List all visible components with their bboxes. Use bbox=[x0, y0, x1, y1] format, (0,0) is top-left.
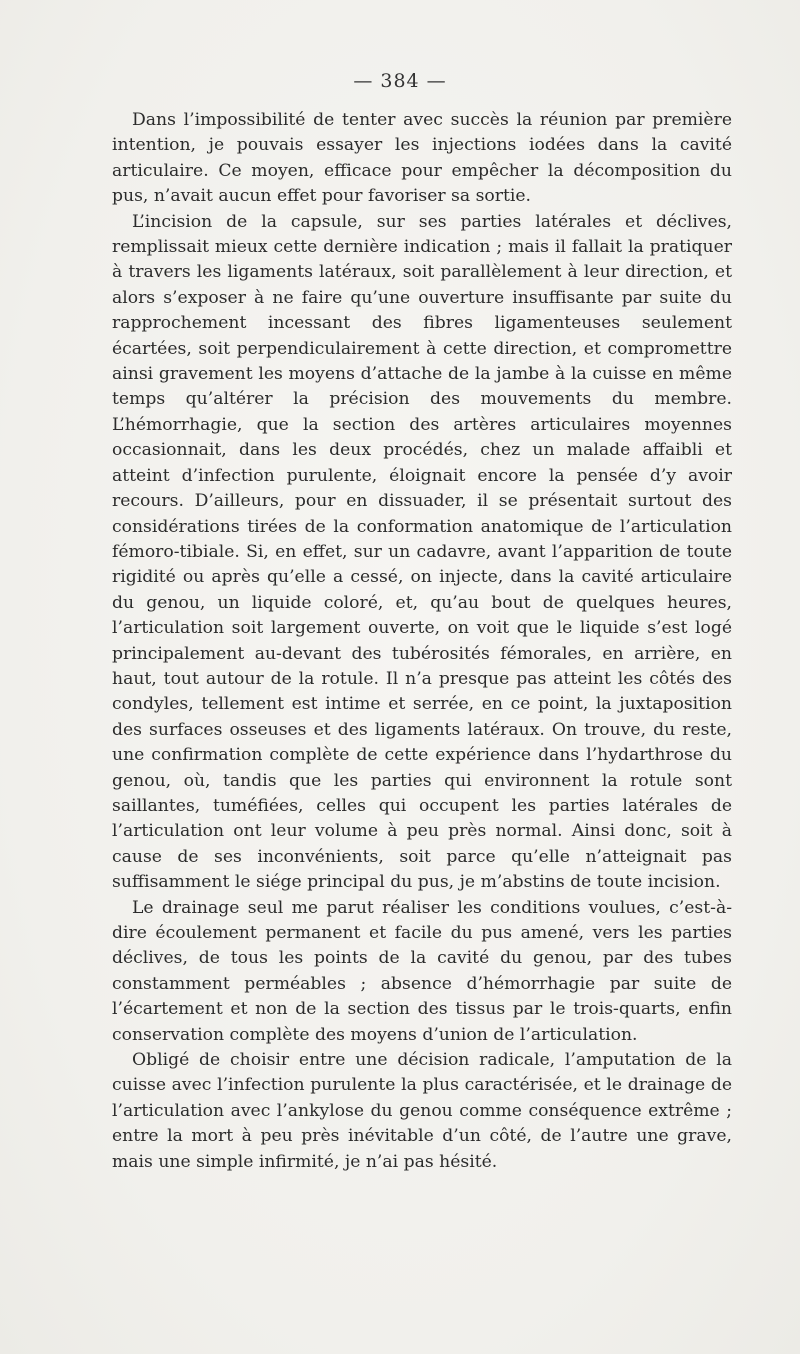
paragraph-4: Obligé de choisir entre une décision radicale, l’amputation de la cuisse avec l’infection purulente la plus caractérisée, et le drainage de l’articulation avec l’ankylose du genou comme conséquence extrême ; entre la mort à peu près inévitable d’un côté, de l’autre une grave, mais une simple infirmité, je n’ai pas hésité. bbox=[112, 1050, 732, 1172]
page-number: — 384 — bbox=[353, 70, 447, 92]
paragraph-1: Dans l’impossibilité de tenter avec succès la réunion par première intention, je pouvais essayer les injections iodées dans la cavité articulaire. Ce moyen, efficace pour empêcher la décomposition du pus, n’avait aucun effet pour favoriser sa sortie. bbox=[112, 110, 732, 207]
body-text bbox=[112, 108, 732, 1175]
paragraph-3: Le drainage seul me parut réaliser les conditions voulues, c’est-à-dire écoulement permanent et facile du pus amené, vers les parties déclives, de tous les points de la cavité du genou, par des tubes constamment perméables ; absence d’hémorrhagie par suite de l’écartement et non de la section des tissus par le trois-quarts, enfin conservation complète des moyens d’union de l’articulation. bbox=[112, 897, 732, 1045]
paragraph-2: L’incision de la capsule, sur ses parties latérales et déclives, remplissait mieux cette dernière indication ; mais il fallait la pratiquer à travers les ligaments latéraux, soit parallèlement à leur direction, et alors s’exposer à ne faire qu’une ouverture insuffisante par suite du rapprochement incessant des fibres ligamenteuses seulement écartées, soit perpendiculairement à cette direction, et compromettre ainsi gravement les moyens d’attache de la jambe à la cuisse en même temps qu’altérer la précision des mouvements du membre. L’hémorrhagie, que la section des artères articulaires moyennes occasionnait, dans les deux procédés, chez un malade affaibli et atteint d’infection purulente, éloignait encore la pensée d’y avoir recours. D’ailleurs, pour en dissuader, il se présentait surtout des considérations tirées de la conformation anatomique de l’articulation fémoro-tibiale. Si, en effet, sur un cadavre, avant l’apparition de toute rigidité ou après qu’elle a cessé, on injecte, dans la cavité articulaire du genou, un liquide coloré, et, qu’au bout de quelques heures, l’articulation soit largement ouverte, on voit que le liquide s’est logé principalement au-devant des tubérosités fémorales, en arrière, en haut, tout autour de la rotule. Il n’a presque pas atteint les côtés des condyles, tellement est intime et serrée, en ce point, la juxtaposition des surfaces osseuses et des ligaments latéraux. On trouve, du reste, une confirmation complète de cette expérience dans l’hydarthrose du genou, où, tandis que les parties qui environnent la rotule sont saillantes, tuméfiées, celles qui occupent les parties latérales de l’articulation ont leur volume à peu près normal. Ainsi donc, soit à cause de ses inconvénients, soit parce qu’elle n’atteignait pas suffisamment le siége principal du pus, je m’abstins de toute incision. bbox=[112, 211, 732, 893]
